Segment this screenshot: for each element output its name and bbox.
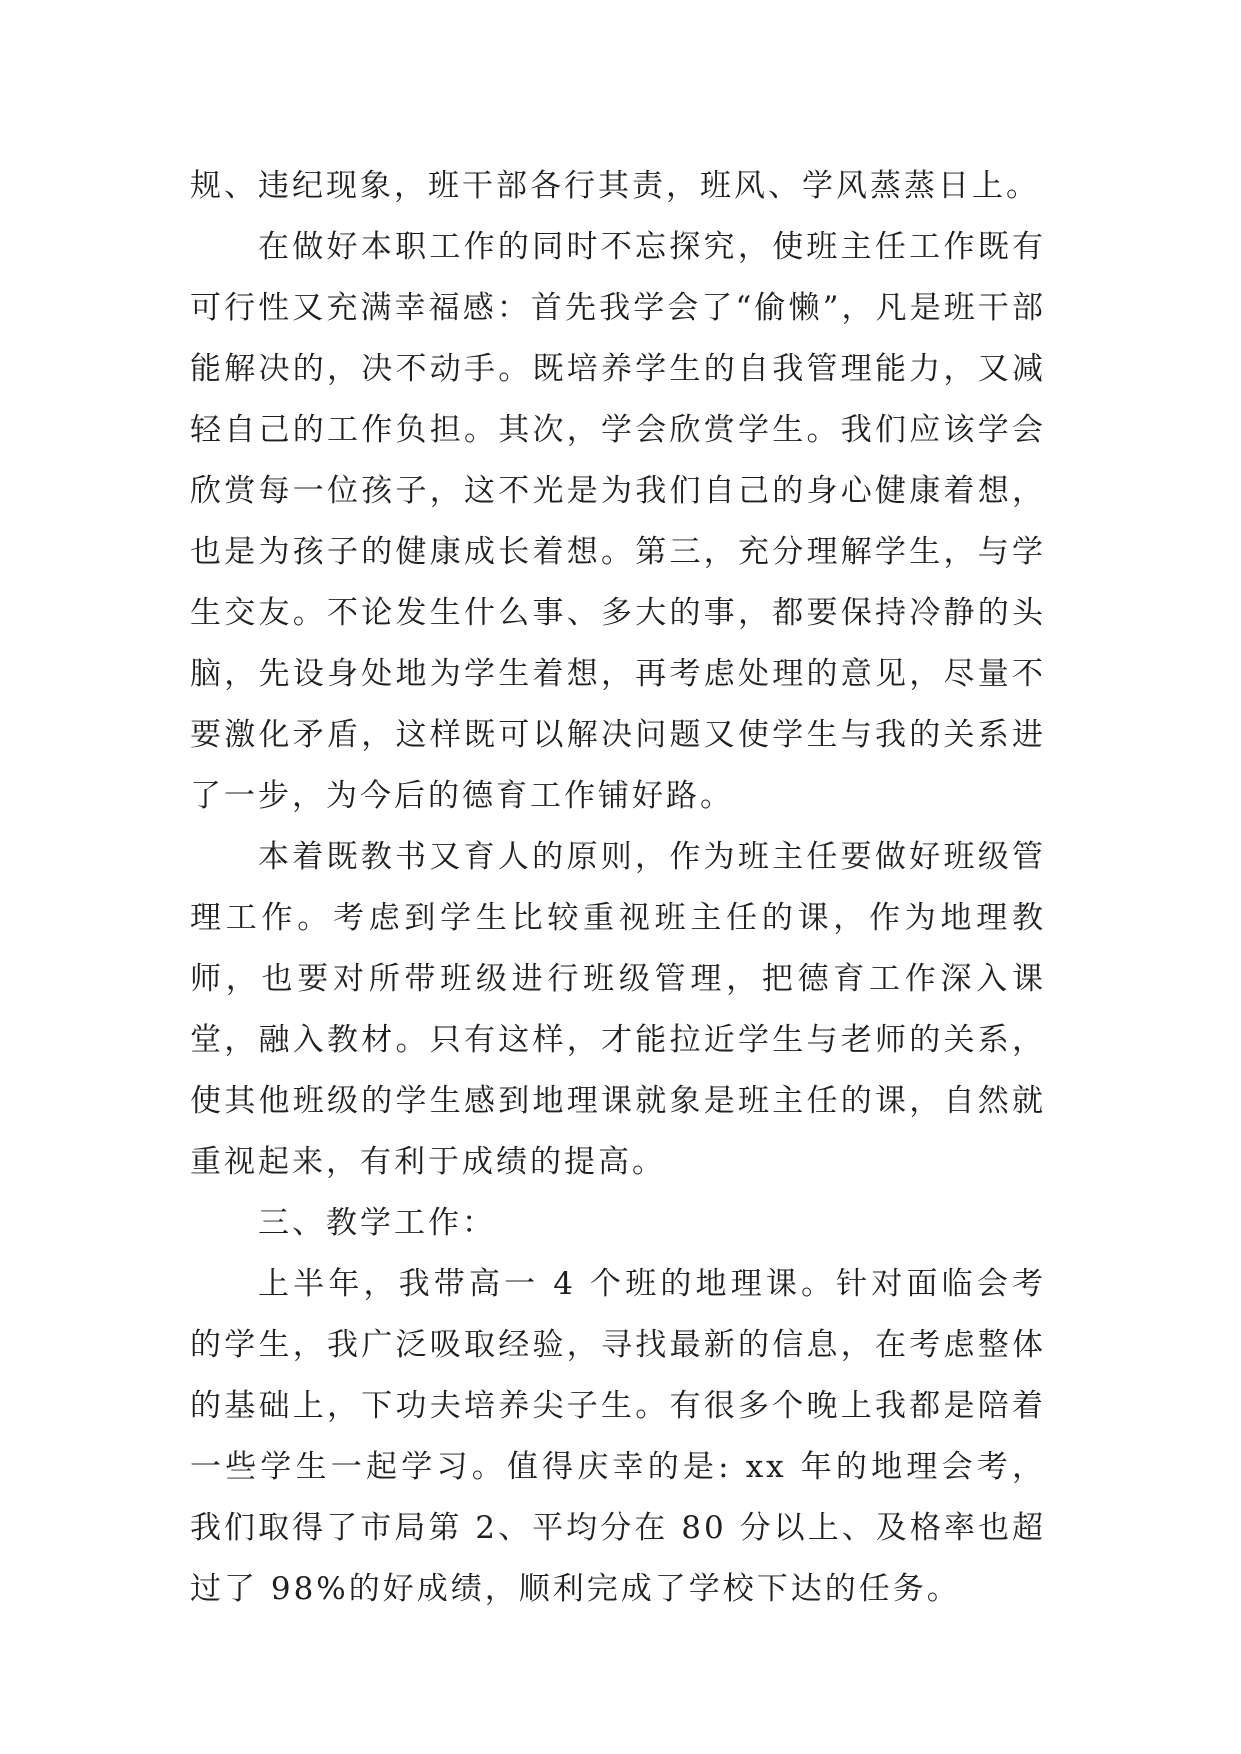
section-heading-teaching-work: 三、教学工作： bbox=[258, 1205, 496, 1241]
paragraph-teaching-results: 上半年，我带高一 4 个班的地理课。针对面临会考的学生，我广泛吸取经验，寻找最新的信息，在考虑整体的基础上，下功夫培养尖子生。有很多个晚上我都是陪着一些学生一起学习。值得庆幸的是: xx 年的地理会考，我们取得了市局第 2、平均分在 80 分以上、及格率也超过了 98%的好成绩，顺利完成了学校下达的任务。 bbox=[190, 1266, 1046, 1607]
document-body bbox=[190, 156, 1046, 1620]
paragraph-head-teacher-method: 在做好本职工作的同时不忘探究，使班主任工作既有可行性又充满幸福感：首先我学会了“偷懒”，凡是班干部能解决的，决不动手。既培养学生的自我管理能力，又减轻自己的工作负担。其次，学会欣赏学生。我们应该学会欣赏每一位孩子，这不光是为我们自己的身心健康着想，也是为孩子的健康成长着想。第三，充分理解学生，与学生交友。不论发生什么事、多大的事，都要保持冷静的头脑，先设身处地为学生着想，再考虑处理的意见，尽量不要激化矛盾，这样既可以解决问题又使学生与我的关系进了一步，为今后的德育工作铺好路。 bbox=[190, 229, 1046, 814]
paragraph-class-management: 本着既教书又育人的原则，作为班主任要做好班级管理工作。考虑到学生比较重视班主任的课，作为地理教师，也要对所带班级进行班级管理，把德育工作深入课堂，融入教材。只有这样，才能拉近学生与老师的关系，使其他班级的学生感到地理课就象是班主任的课，自然就重视起来，有利于成绩的提高。 bbox=[190, 839, 1046, 1180]
paragraph-continuation: 规、违纪现象，班干部各行其责，班风、学风蒸蒸日上。 bbox=[190, 168, 1040, 204]
